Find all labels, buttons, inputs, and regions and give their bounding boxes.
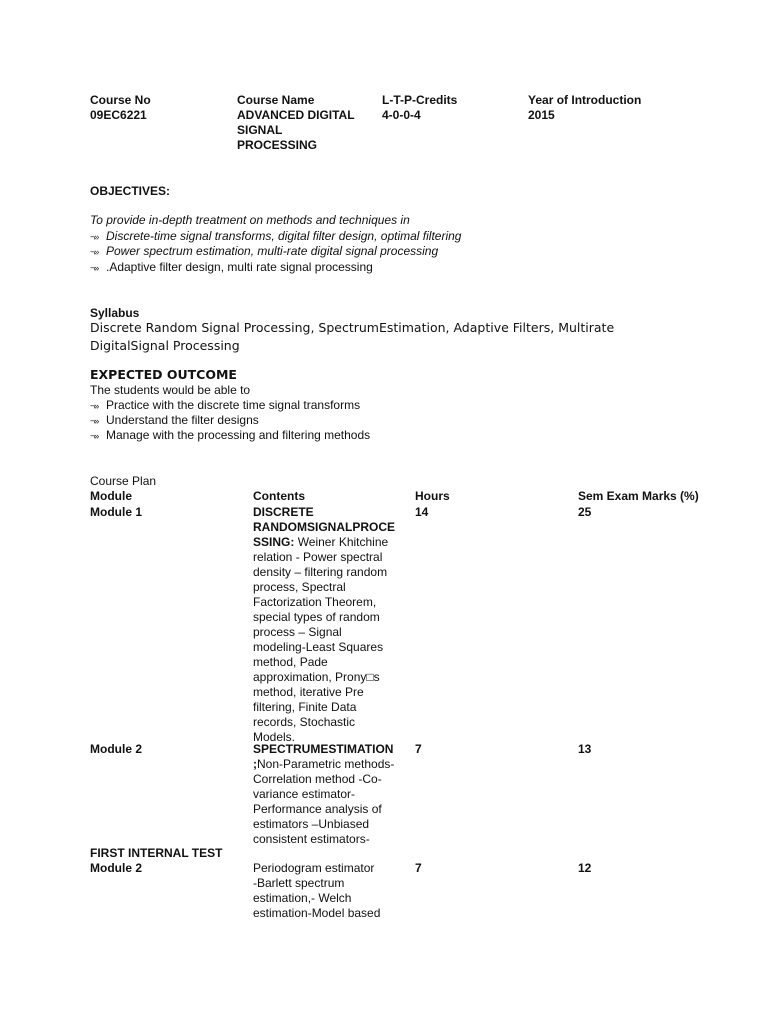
contents-bold-1: SPECTRUMESTIMATION xyxy=(253,742,394,756)
objective-item-2 xyxy=(90,244,438,260)
outcome-item-3 xyxy=(90,428,370,444)
contents-bold-2: ; xyxy=(253,757,257,771)
bullet-icon: ¬» xyxy=(90,263,99,273)
course-plan-heading: Course Plan xyxy=(90,474,157,488)
course-no-value: 09EC6221 xyxy=(90,108,147,122)
internal-test-label: FIRST INTERNAL TEST xyxy=(90,846,223,860)
hours-cell: 7 xyxy=(415,742,422,756)
course-name-value-1: ADVANCED DIGITAL xyxy=(237,108,355,122)
contents-line: method, iterative Pre xyxy=(253,685,364,699)
syllabus-line-1: Discrete Random Signal Processing, SpectrumEstimation, Adaptive Filters, Multirate xyxy=(90,320,615,335)
course-no-label: Course No xyxy=(90,93,151,107)
contents-line: process – Signal xyxy=(253,625,342,639)
contents-line xyxy=(253,757,403,772)
objective-item-1 xyxy=(90,229,461,245)
column-header-module: Module xyxy=(90,489,132,503)
contents-cell xyxy=(253,742,403,847)
contents-line: relation - Power spectral xyxy=(253,550,383,564)
objective-text: .Adaptive filter design, multi rate signal processing xyxy=(106,260,373,274)
contents-line: variance estimator- xyxy=(253,787,356,801)
bullet-icon: ¬» xyxy=(90,247,99,257)
contents-line: special types of random xyxy=(253,610,380,624)
ltp-value: 4-0-0-4 xyxy=(382,108,421,122)
outcome-text: Manage with the processing and filtering methods xyxy=(106,428,371,442)
contents-cell xyxy=(253,861,403,921)
contents-line: Performance analysis of xyxy=(253,802,382,816)
year-label: Year of Introduction xyxy=(528,93,642,107)
objective-item-3 xyxy=(90,260,373,276)
marks-cell: 13 xyxy=(578,742,592,756)
course-name-value-2: SIGNAL xyxy=(237,123,283,137)
module-cell: Module 1 xyxy=(90,505,143,519)
contents-line: estimation,- Welch xyxy=(253,891,352,905)
contents-line: records, Stochastic xyxy=(253,715,356,729)
bullet-icon: ¬» xyxy=(90,431,99,441)
bullet-icon: ¬» xyxy=(90,416,99,426)
course-name-value-3: PROCESSING xyxy=(237,138,318,152)
contents-line: Periodogram estimator xyxy=(253,861,375,875)
ltp-label: L-T-P-Credits xyxy=(382,93,458,107)
contents-line: process, Spectral xyxy=(253,580,346,594)
objective-text: Power spectrum estimation, multi-rate digital signal processing xyxy=(106,244,439,258)
contents-line: Factorization Theorem, xyxy=(253,595,377,609)
outcome-heading: EXPECTED OUTCOME xyxy=(90,367,237,382)
course-name-label: Course Name xyxy=(237,93,315,107)
contents-line: approximation, Prony□s xyxy=(253,670,380,684)
marks-cell: 25 xyxy=(578,505,592,519)
contents-line: estimation-Model based xyxy=(253,906,381,920)
outcome-text: Practice with the discrete time signal transforms xyxy=(106,398,361,412)
syllabus-heading: Syllabus xyxy=(90,306,140,320)
contents-bold-1: DISCRETE xyxy=(253,505,314,519)
module-cell: Module 2 xyxy=(90,742,143,756)
contents-line: Correlation method -Co- xyxy=(253,772,382,786)
contents-line: estimators –Unbiased xyxy=(253,817,370,831)
contents-cell xyxy=(253,505,403,745)
syllabus-line-2: DigitalSignal Processing xyxy=(90,338,240,353)
objective-text: Discrete-time signal transforms, digital filter design, optimal filtering xyxy=(106,229,462,243)
outcome-text: Understand the filter designs xyxy=(106,413,259,427)
outcome-item-1 xyxy=(90,398,360,414)
column-header-marks: Sem Exam Marks (%) xyxy=(578,489,699,503)
contents-line: consistent estimators- xyxy=(253,832,370,846)
contents-line xyxy=(253,535,403,550)
module-cell: Module 2 xyxy=(90,861,143,875)
column-header-contents: Contents xyxy=(253,489,305,503)
column-header-hours: Hours xyxy=(415,489,450,503)
contents-line: filtering, Finite Data xyxy=(253,700,357,714)
marks-cell: 12 xyxy=(578,861,592,875)
objectives-intro: To provide in-depth treatment on methods and techniques in xyxy=(90,213,410,227)
contents-line: method, Pade xyxy=(253,655,328,669)
hours-cell: 14 xyxy=(415,505,429,519)
contents-line: density – filtering random xyxy=(253,565,388,579)
contents-text: Non-Parametric methods- xyxy=(257,757,395,771)
bullet-icon: ¬» xyxy=(90,232,99,242)
bullet-icon: ¬» xyxy=(90,401,99,411)
contents-bold-3: SSING: xyxy=(253,535,295,549)
contents-bold-2: RANDOMSIGNALPROCE xyxy=(253,520,396,534)
objectives-heading: OBJECTIVES: xyxy=(90,184,171,198)
contents-line: -Barlett spectrum xyxy=(253,876,345,890)
outcome-item-2 xyxy=(90,413,259,429)
contents-line: Models. xyxy=(253,730,296,744)
hours-cell: 7 xyxy=(415,861,422,875)
outcome-intro: The students would be able to xyxy=(90,383,251,397)
year-value: 2015 xyxy=(528,108,555,122)
contents-text: Weiner Khitchine xyxy=(297,535,389,549)
contents-line: modeling-Least Squares xyxy=(253,640,384,654)
